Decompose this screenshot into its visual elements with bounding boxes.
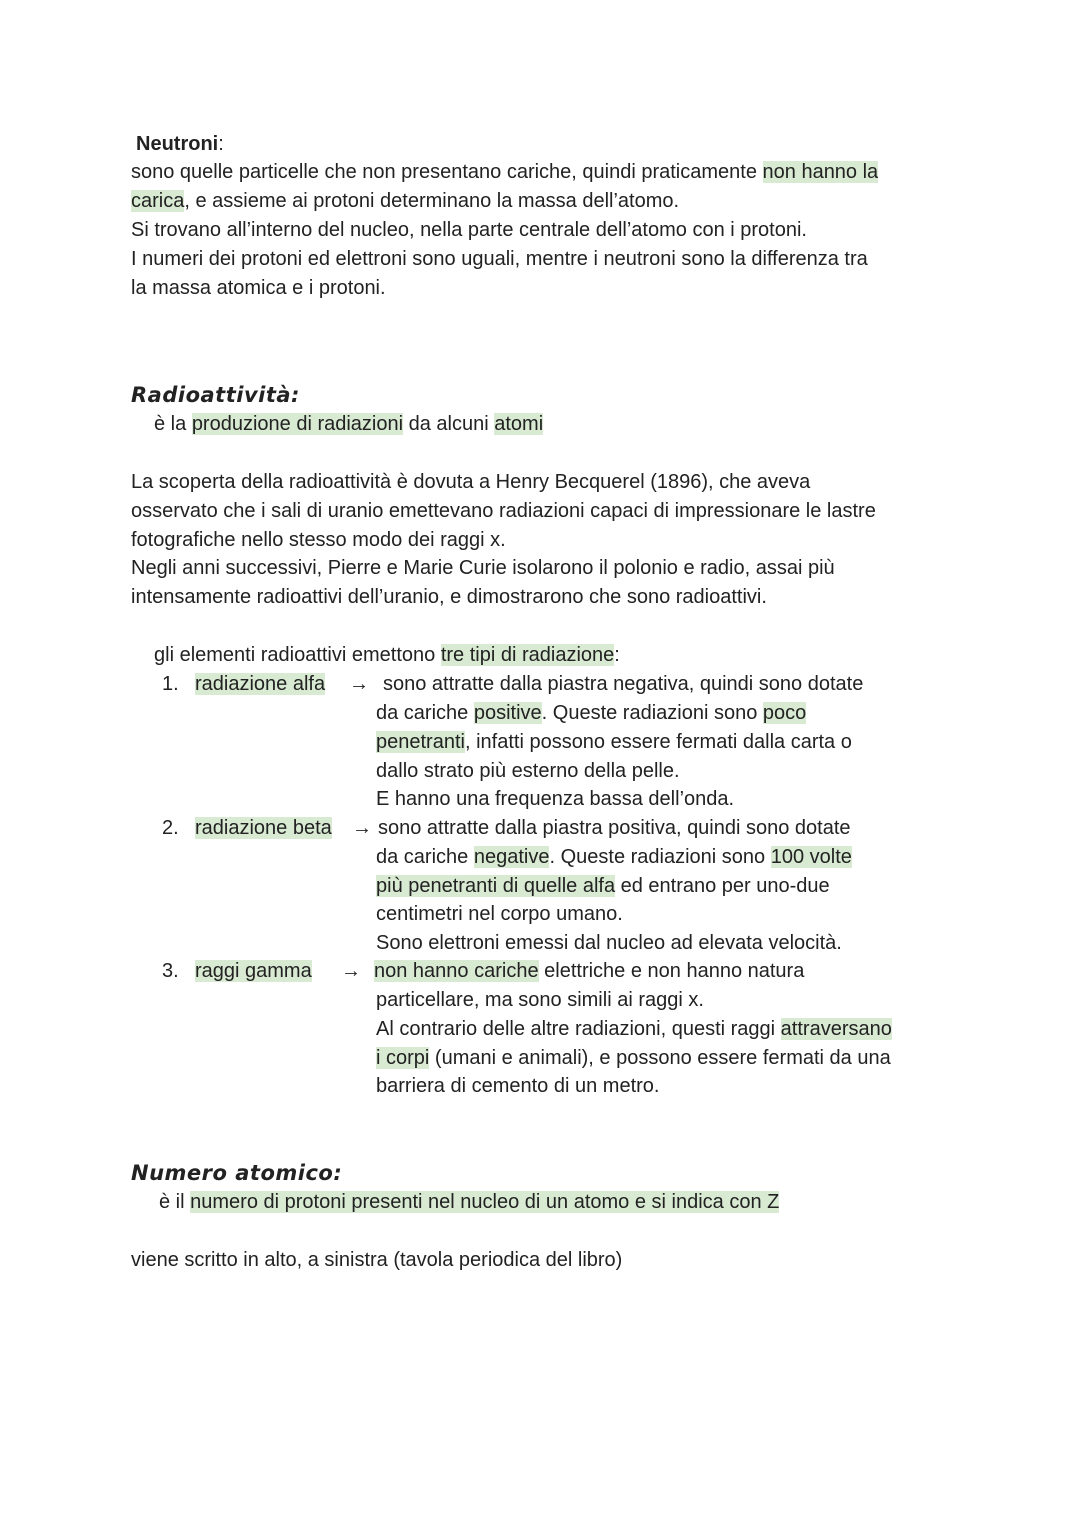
list-number: 1. (162, 673, 179, 695)
beta-line-5: Sono elettroni emessi dal nucleo ad elevata velocità. (376, 932, 842, 954)
arrow-icon: → (352, 817, 372, 839)
list-item-label (195, 814, 332, 842)
beta-line-1: sono attratte dalla piastra positiva, quindi sono dotate (378, 817, 851, 839)
text: elettriche e non hanno natura (538, 960, 805, 982)
list-item-label (195, 957, 312, 985)
text: , infatti possono essere fermati dalla carta o (464, 731, 852, 753)
highlight: radiazione beta (195, 817, 332, 839)
text: da cariche (376, 846, 474, 868)
neutroni-title: Neutroni (136, 133, 219, 155)
text: è la (154, 413, 192, 435)
neutroni-line-1 (131, 158, 878, 186)
highlight: poco (762, 702, 807, 724)
radio-paragraph-line-1: La scoperta della radioattività è dovuta a Henry Becquerel (1896), che aveva (131, 471, 811, 493)
highlight: penetranti (376, 731, 465, 753)
text: : (614, 644, 620, 666)
neutroni-line-5: la massa atomica e i protoni. (131, 277, 386, 299)
gamma-line-5: barriera di cemento di un metro. (376, 1075, 660, 1097)
gamma-line-3 (376, 1015, 892, 1043)
neutroni-line-3: Si trovano all’interno del nucleo, nella parte centrale dell’atomo con i protoni. (131, 219, 807, 241)
numero-atomico-definition (159, 1188, 779, 1216)
numero-atomico-note: viene scritto in alto, a sinistra (tavola periodica del libro) (131, 1249, 623, 1271)
text: ed entrano per uno-due (615, 875, 830, 897)
radiation-types-intro (154, 641, 620, 669)
alfa-line-5: E hanno una frequenza bassa dell’onda. (376, 788, 735, 810)
text: (umani e animali), e possono essere fermati da una (429, 1047, 891, 1069)
highlight: produzione di radiazioni (191, 413, 404, 435)
numero-atomico-heading: Numero atomico: (131, 1161, 343, 1185)
neutroni-colon: : (218, 133, 224, 155)
radio-paragraph-line-2: osservato che i sali di uranio emettevano radiazioni capaci di impressionare le lastre (131, 500, 876, 522)
text: gli elementi radioattivi emettono (154, 644, 441, 666)
radioattivita-heading: Radioattività: (131, 383, 300, 407)
highlight: positive (473, 702, 542, 724)
text: , e assieme ai protoni determinano la massa dell’atomo. (184, 190, 680, 212)
radioattivita-definition (154, 410, 543, 438)
beta-line-2 (376, 843, 852, 871)
beta-line-3 (376, 872, 830, 900)
highlight: radiazione alfa (195, 673, 326, 695)
highlight: non hanno cariche (374, 960, 539, 982)
radio-paragraph-line-5: intensamente radioattivi dell’uranio, e dimostrarono che sono radioattivi. (131, 586, 767, 608)
list-number: 2. (162, 817, 179, 839)
highlight: i corpi (376, 1047, 430, 1069)
alfa-line-1: sono attratte dalla piastra negativa, quindi sono dotate (383, 673, 864, 695)
highlight: negative (473, 846, 550, 868)
text: Al contrario delle altre radiazioni, questi raggi (376, 1018, 781, 1040)
text: . Queste radiazioni sono (541, 702, 763, 724)
neutroni-line-4: I numeri dei protoni ed elettroni sono uguali, mentre i neutroni sono la differenza tra (131, 248, 868, 270)
highlight: raggi gamma (195, 960, 312, 982)
text: sono quelle particelle che non presentano cariche, quindi praticamente (131, 161, 763, 183)
gamma-line-4 (376, 1044, 891, 1072)
gamma-line-1 (374, 957, 804, 985)
arrow-icon: → (349, 673, 369, 695)
text: . Queste radiazioni sono (549, 846, 771, 868)
alfa-line-2 (376, 699, 806, 727)
text: da cariche (376, 702, 474, 724)
highlight: atomi (494, 413, 544, 435)
highlight: 100 volte (770, 846, 852, 868)
arrow-icon: → (341, 960, 361, 982)
highlight: numero di protoni presenti nel nucleo di un atomo e si indica con Z (190, 1191, 780, 1213)
highlight: più penetranti di quelle alfa (376, 875, 616, 897)
beta-line-4: centimetri nel corpo umano. (376, 903, 623, 925)
list-item-label (195, 670, 325, 698)
gamma-line-2: particellare, ma sono simili ai raggi x. (376, 989, 704, 1011)
text: è il (159, 1191, 191, 1213)
highlight: non hanno la (762, 161, 879, 183)
radio-paragraph-line-4: Negli anni successivi, Pierre e Marie Curie isolarono il polonio e radio, assai più (131, 557, 835, 579)
highlight: tre tipi di radiazione (440, 644, 615, 666)
alfa-line-4: dallo strato più esterno della pelle. (376, 760, 680, 782)
highlight: attraversano (780, 1018, 892, 1040)
radio-paragraph-line-3: fotografiche nello stesso modo dei raggi x. (131, 529, 506, 551)
neutroni-heading (136, 130, 224, 158)
text: da alcuni (403, 413, 495, 435)
alfa-line-3 (376, 728, 852, 756)
list-number: 3. (162, 960, 179, 982)
neutroni-line-2 (131, 187, 679, 215)
highlight: carica (131, 190, 185, 212)
